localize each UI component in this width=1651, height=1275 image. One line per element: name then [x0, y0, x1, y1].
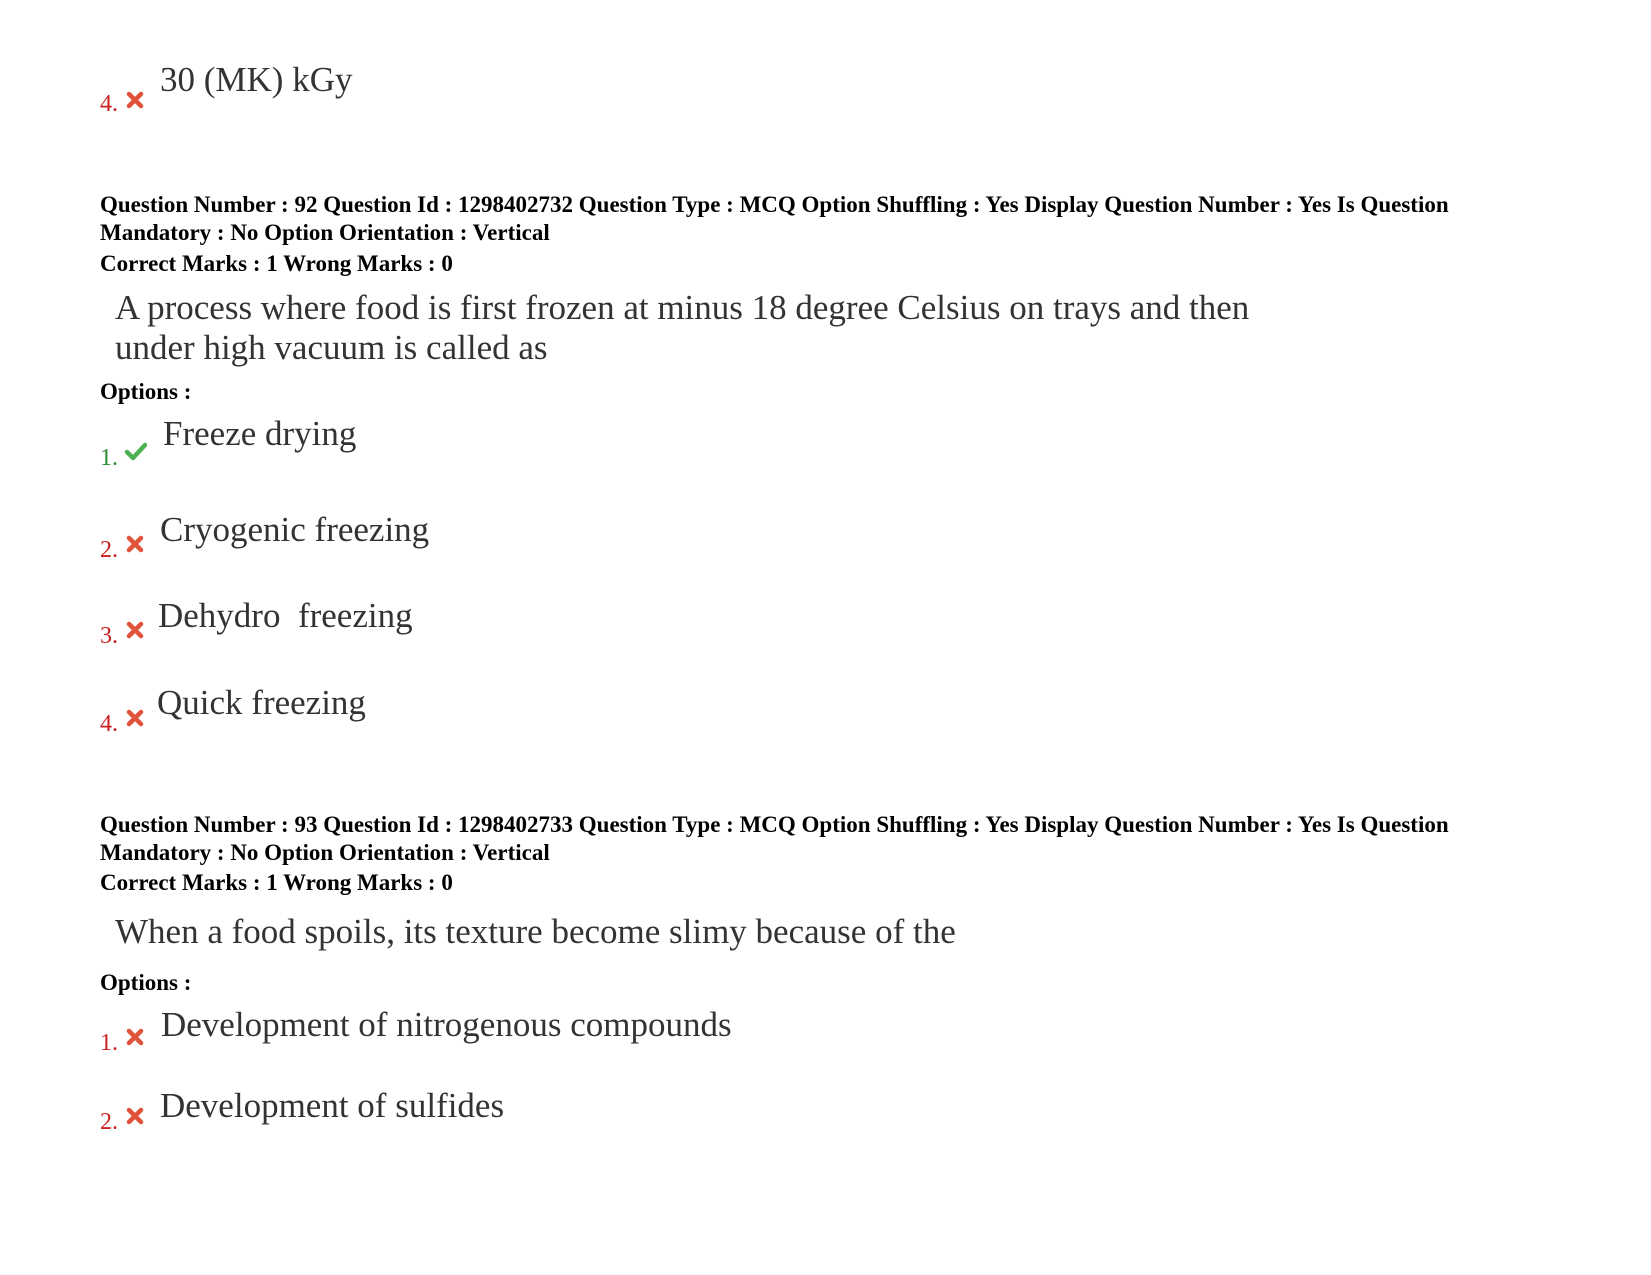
question-text: A process where food is first frozen at minus 18 degree Celsius on trays and then under high vacuum is called as [115, 288, 1250, 367]
wrong-cross-icon [125, 708, 145, 728]
option-number: 2. [100, 1109, 118, 1135]
option-text: Development of nitrogenous compounds [161, 1005, 732, 1044]
marks-line: Correct Marks : 1 Wrong Marks : 0 [100, 251, 453, 276]
option-text: Quick freezing [157, 683, 366, 722]
option-number: 3. [100, 623, 118, 649]
question-metadata: Question Number : 93 Question Id : 1298402733 Question Type : MCQ Option Shuffling : Yes Display Question Number : Yes Is Question Mandatory : No Option Orientation : Vertical [100, 812, 1449, 865]
option-text: Freeze drying [163, 414, 357, 453]
option-text: Dehydro freezing [158, 596, 413, 635]
option-text: 30 (MK) kGy [160, 60, 353, 99]
option-number: 1. [100, 445, 118, 471]
correct-check-icon [124, 442, 148, 462]
option-number: 2. [100, 537, 118, 563]
option-number: 1. [100, 1030, 118, 1056]
wrong-cross-icon [125, 90, 145, 110]
question-text: When a food spoils, its texture become slimy because of the [115, 912, 956, 951]
option-number: 4. [100, 711, 118, 737]
question-metadata: Question Number : 92 Question Id : 1298402732 Question Type : MCQ Option Shuffling : Yes Display Question Number : Yes Is Question Mandatory : No Option Orientation : Vertical [100, 192, 1449, 245]
option-text: Cryogenic freezing [160, 510, 430, 549]
option-number: 4. [100, 91, 118, 117]
option-text: Development of sulfides [160, 1086, 505, 1125]
options-label: Options : [100, 970, 192, 995]
wrong-cross-icon [125, 1027, 145, 1047]
wrong-cross-icon [125, 1106, 145, 1126]
options-label: Options : [100, 379, 192, 404]
wrong-cross-icon [125, 620, 145, 640]
wrong-cross-icon [125, 534, 145, 554]
marks-line: Correct Marks : 1 Wrong Marks : 0 [100, 870, 453, 895]
